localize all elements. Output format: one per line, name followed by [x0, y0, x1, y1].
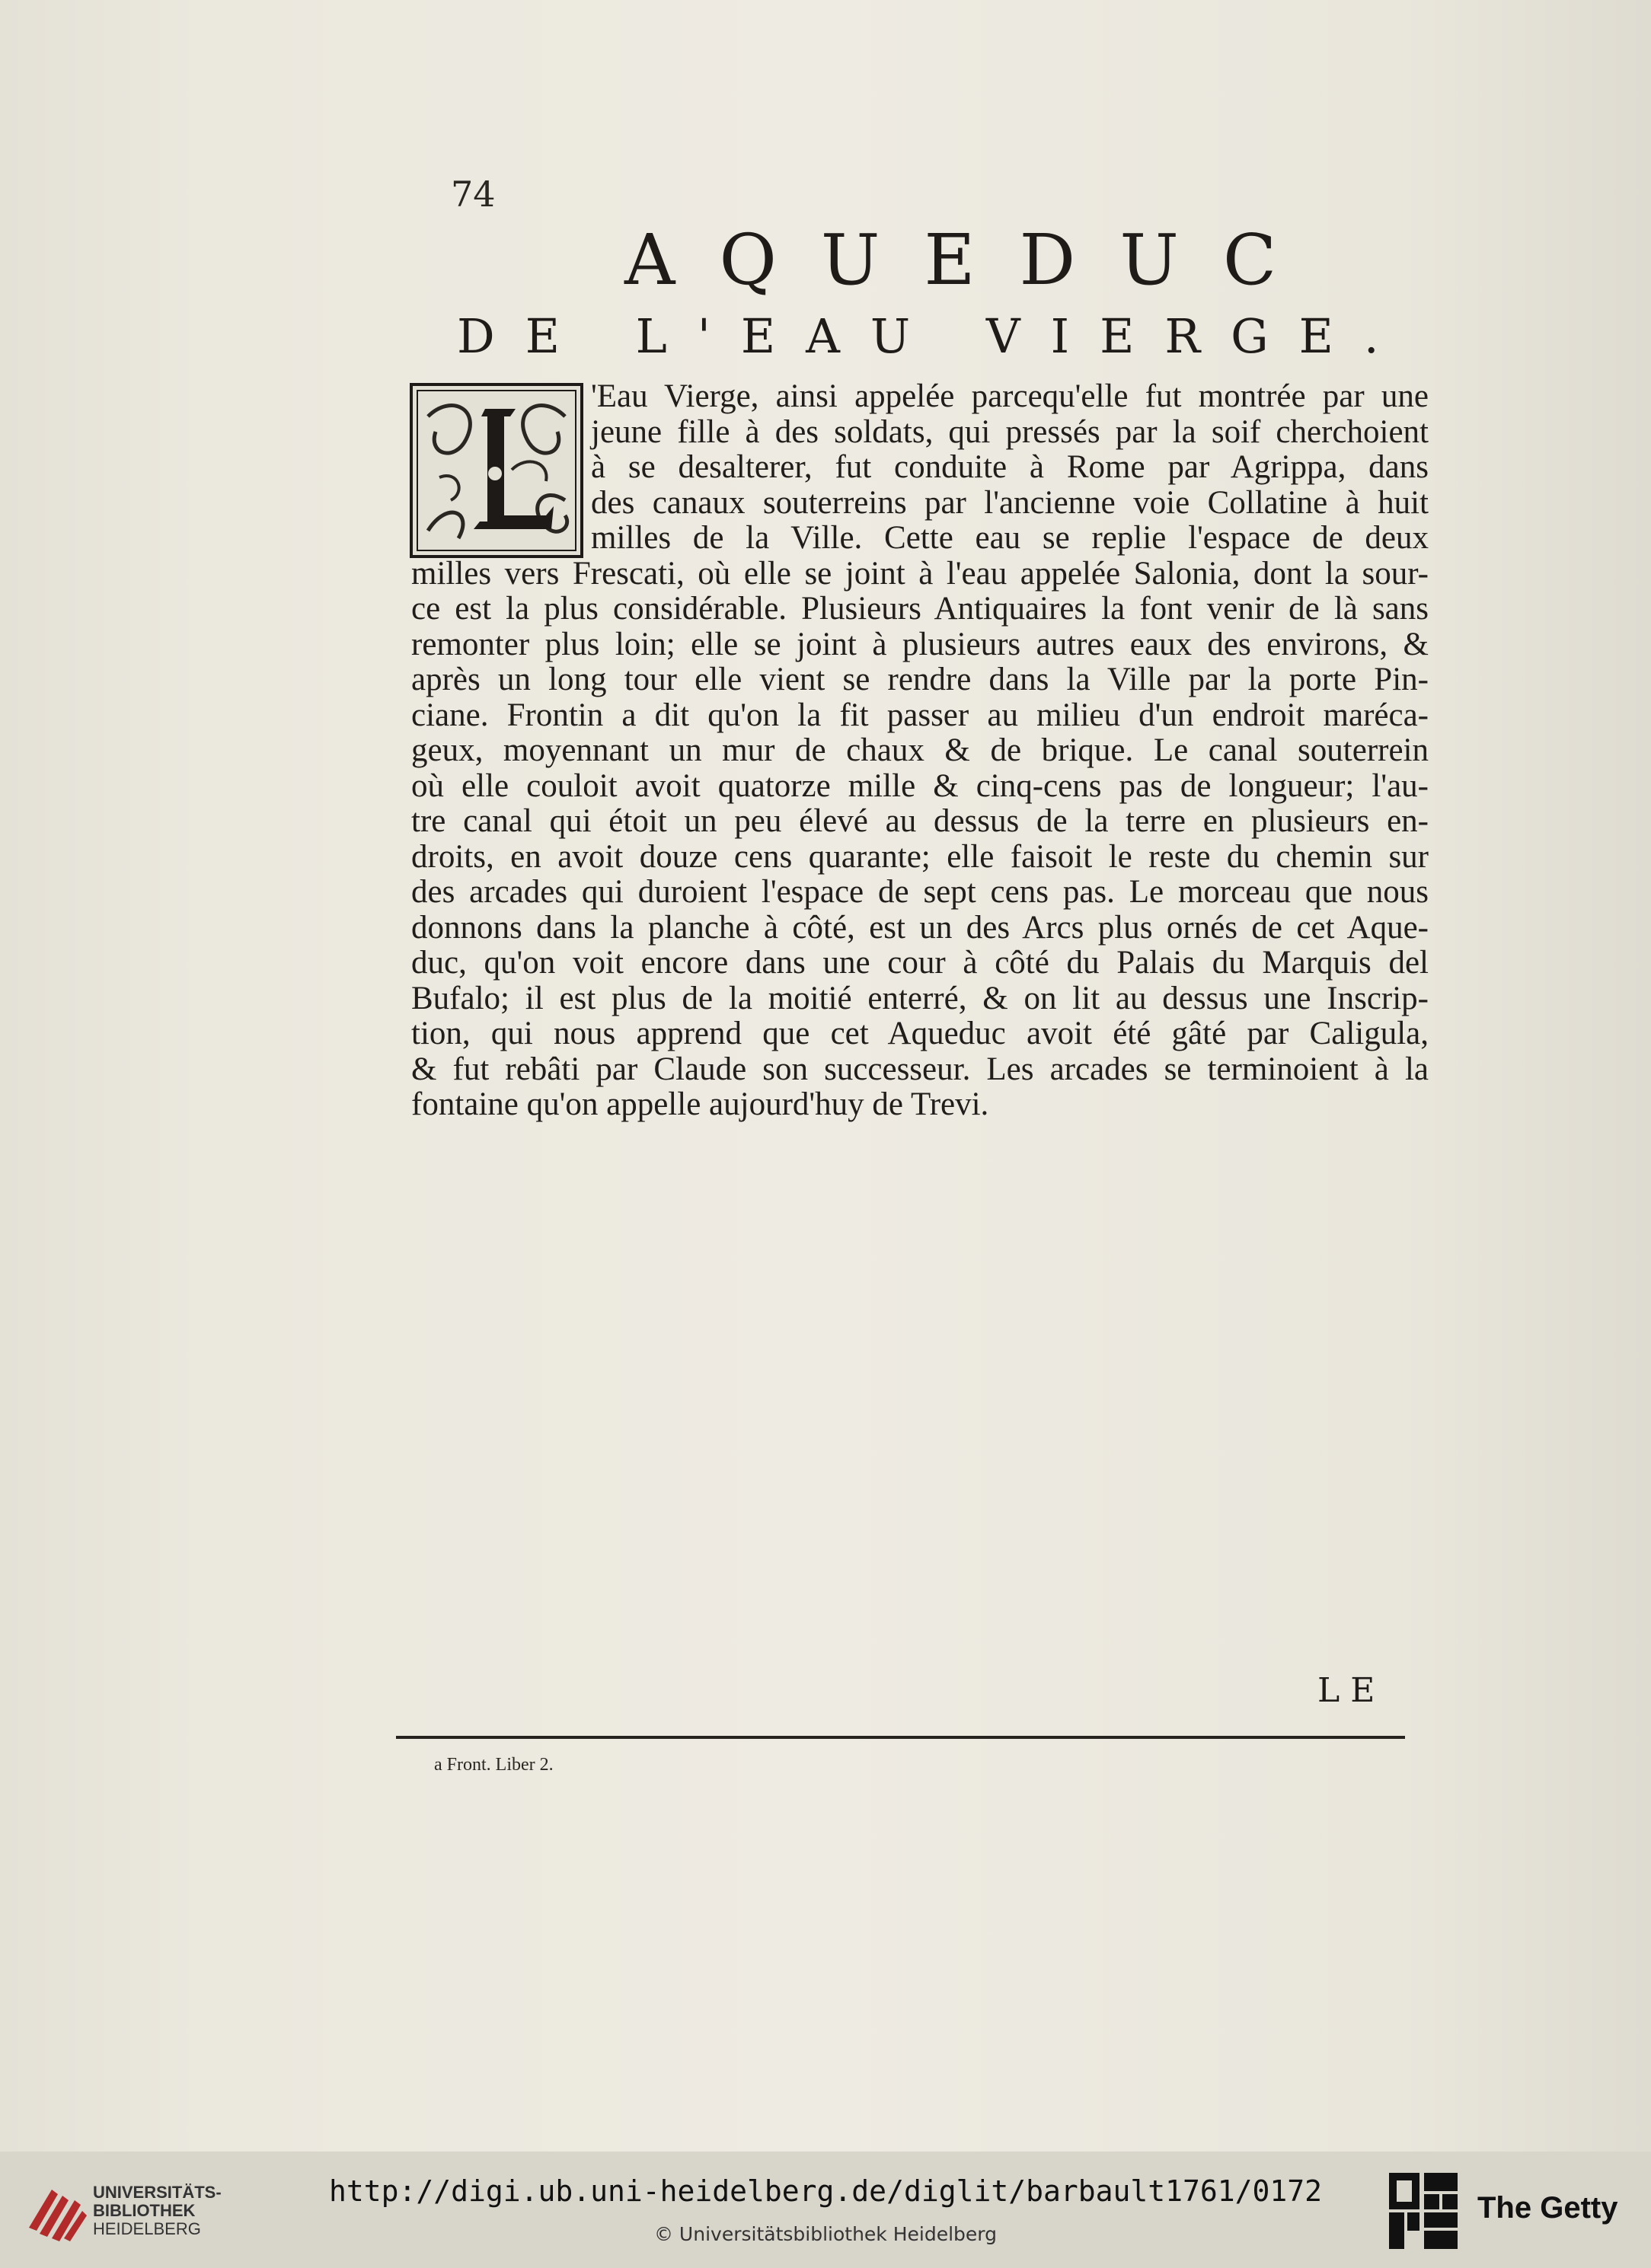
text-line: tion, qui nous apprend que cet Aqueduc avoit été gâté par Caligula, [411, 1016, 1429, 1051]
text-line: Bufalo; il est plus de la moitié enterré, & on lit au dessus une Inscrip- [411, 980, 1429, 1016]
university-name-line1: UNIVERSITÄTS- [93, 2183, 222, 2202]
copyright-notice: © Universitätsbibliothek Heidelberg [653, 2223, 997, 2245]
text-line: & fut rebâti par Claude son successeur. Les arcades se terminoient à la [411, 1051, 1429, 1087]
text-line: remonter plus loin; elle se joint à plusieurs autres eaux des environs, & [411, 626, 1429, 662]
text-line: geux, moyennant un mur de chaux & de brique. Le canal souterrein [411, 732, 1429, 768]
permalink-url[interactable]: http://digi.ub.uni-heidelberg.de/diglit/barbault1761/0172 [328, 2174, 1323, 2208]
getty-logo-icon[interactable] [1388, 2171, 1459, 2250]
text-line: milles vers Frescati, où elle se joint à l'eau appelée Salonia, dont la sour- [411, 555, 1429, 592]
text-line: 'Eau Vierge, ainsi appelée parcequ'elle fut montrée par une [591, 378, 1429, 414]
text-line: droits, en avoit douze cens quarante; elle faisoit le reste du chemin sur [411, 838, 1429, 875]
page-subtitle: DE L'EAU VIERGE. [457, 308, 1410, 364]
university-name-line2: BIBLIOTHEK [93, 2201, 196, 2220]
university-name-line3: HEIDELBERG [93, 2219, 201, 2238]
text-line: milles de la Ville. Cette eau se replie l'espace de deux [591, 520, 1429, 556]
partner-name: The Getty [1477, 2191, 1618, 2225]
footnote-rule [396, 1736, 1405, 1739]
text-line: où elle couloit avoit quatorze mille & cinq-cens pas de longueur; l'au- [411, 767, 1429, 804]
text-line: à se desalterer, fut conduite à Rome par Agrippa, dans [591, 449, 1429, 485]
body-text [411, 379, 1429, 1123]
viewer-footer [0, 2152, 1651, 2268]
text-line: des arcades qui duroient l'espace de sept cens pas. Le morceau que nous [411, 874, 1429, 910]
text-line: après un long tour elle vient se rendre dans la Ville par la porte Pin- [411, 662, 1429, 697]
text-line: duc, qu'on voit encore dans une cour à côté du Palais du Marquis del [411, 945, 1429, 981]
catchword: LE [1317, 1671, 1386, 1710]
text-line: ciane. Frontin a dit qu'on la fit passer au milieu d'un endroit maréca- [411, 697, 1429, 733]
text-line: donnons dans la planche à côté, est un des Arcs plus ornés de cet Aque- [411, 909, 1429, 946]
text-line: jeune fille à des soldats, qui pressés par la soif cherchoient [591, 413, 1429, 450]
text-line: tre canal qui étoit un peu élevé au dessus de la terre en plusieurs en- [411, 803, 1429, 839]
text-line: des canaux souterreins par l'ancienne voie Collatine à huit [591, 484, 1429, 521]
text-line: ce est la plus considérable. Plusieurs Antiquaires la font venir de là sans [411, 591, 1429, 627]
page-title: AQUEDUC [624, 219, 1321, 301]
text-line: fontaine qu'on appelle aujourd'huy de Trevi. [411, 1086, 989, 1122]
footnote: a Front. Liber 2. [434, 1755, 554, 1775]
page-number: 74 [451, 174, 496, 215]
